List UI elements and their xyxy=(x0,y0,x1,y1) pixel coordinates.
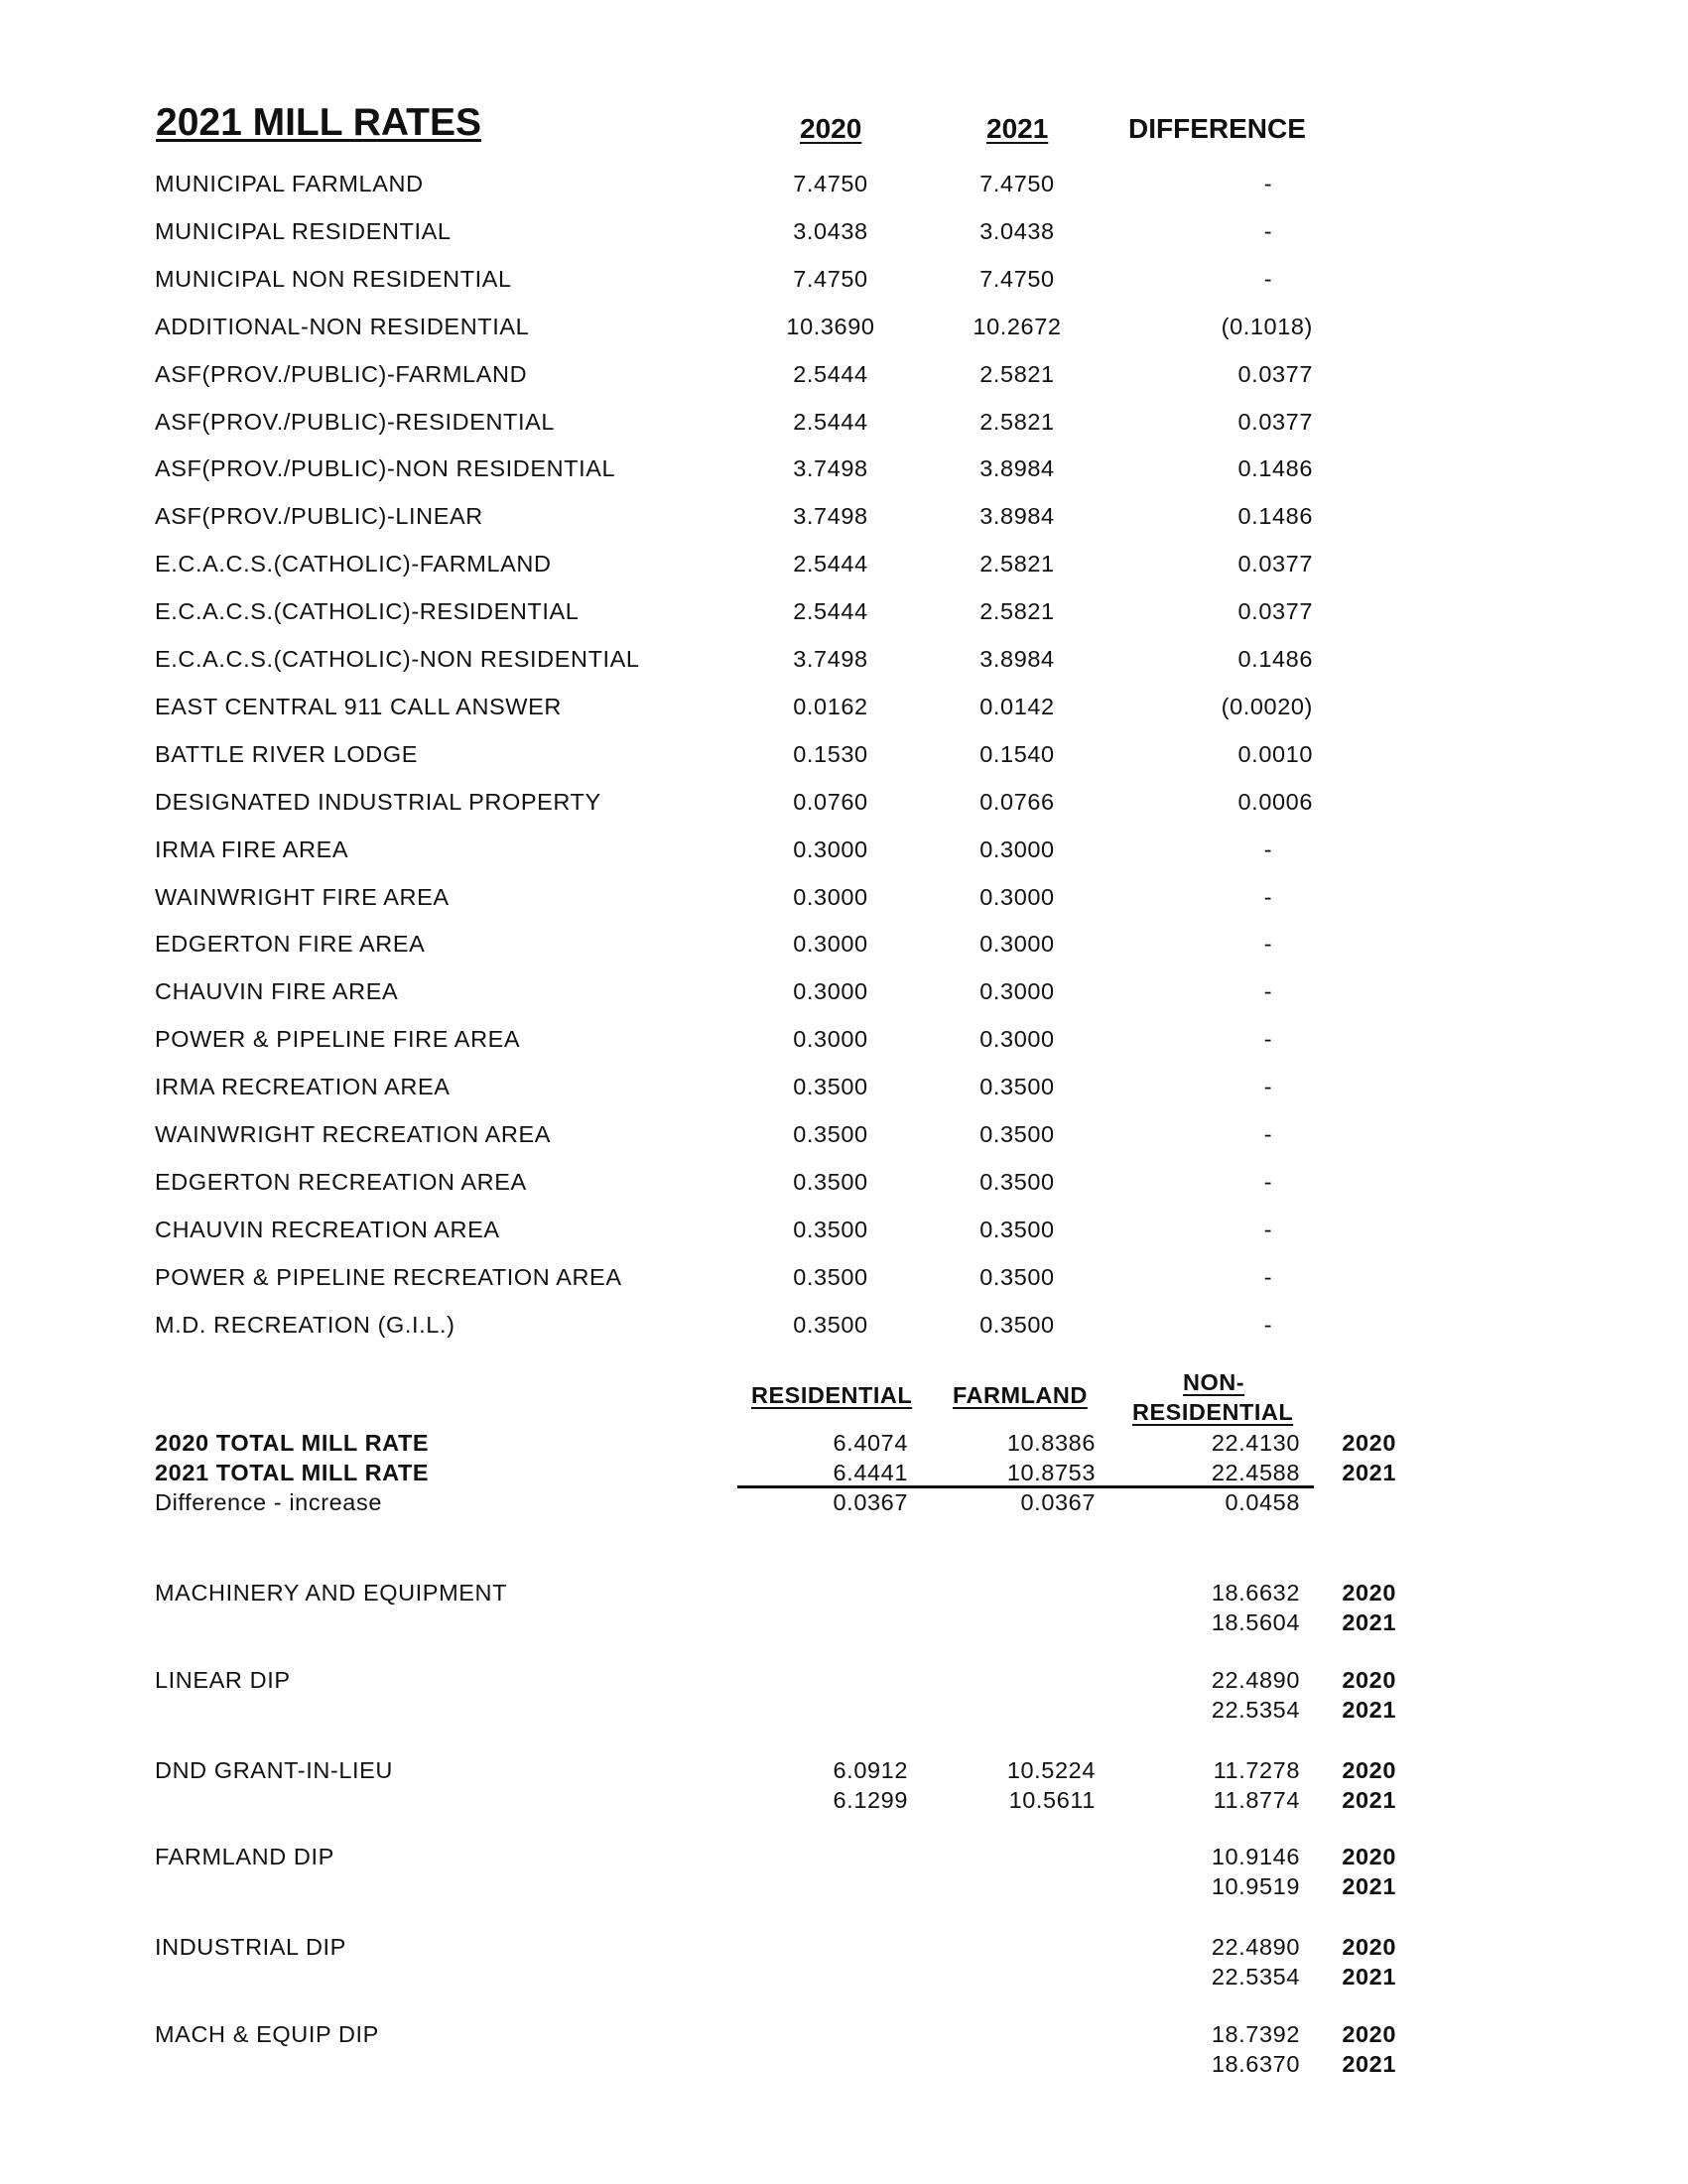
rate-2021: 2.5821 xyxy=(979,360,1055,387)
other-non-residential: 18.5604 xyxy=(1211,1609,1300,1635)
rate-difference: 0.1486 xyxy=(1237,503,1313,530)
rate-label: EDGERTON FIRE AREA xyxy=(155,931,426,958)
rate-label: MUNICIPAL NON RESIDENTIAL xyxy=(155,265,512,292)
rate-2021: 0.3000 xyxy=(979,883,1055,910)
rate-label: IRMA RECREATION AREA xyxy=(155,1074,451,1100)
other-label: MACH & EQUIP DIP xyxy=(155,2021,379,2047)
rate-2020: 0.3000 xyxy=(793,931,868,958)
rate-difference: - xyxy=(1263,265,1273,292)
rate-label: POWER & PIPELINE FIRE AREA xyxy=(155,1026,521,1053)
other-rate-row xyxy=(0,1757,1688,1787)
rate-2020: 0.3500 xyxy=(793,1121,868,1147)
rate-difference: - xyxy=(1263,931,1273,958)
rate-label: ASF(PROV./PUBLIC)-FARMLAND xyxy=(155,360,528,387)
total-farmland: 10.8386 xyxy=(1006,1430,1096,1456)
other-non-residential: 10.9146 xyxy=(1211,1844,1300,1869)
other-year: 2020 xyxy=(1342,1667,1396,1693)
other-non-residential: 10.9519 xyxy=(1211,1873,1300,1899)
rate-difference: - xyxy=(1263,1026,1273,1053)
rate-2020: 2.5444 xyxy=(793,408,868,435)
rate-label: ASF(PROV./PUBLIC)-LINEAR xyxy=(155,503,483,530)
header-non-residential-2: RESIDENTIAL xyxy=(1132,1399,1294,1425)
header-residential: RESIDENTIAL xyxy=(751,1382,913,1408)
rate-label: EAST CENTRAL 911 CALL ANSWER xyxy=(155,693,562,719)
total-row xyxy=(0,1430,1688,1460)
rate-2021: 0.3000 xyxy=(979,931,1055,958)
rate-label: MUNICIPAL FARMLAND xyxy=(155,171,424,196)
mill-rate-row xyxy=(0,1169,1688,1199)
header-difference: DIFFERENCE xyxy=(1128,113,1306,144)
header-farmland: FARMLAND xyxy=(953,1382,1088,1408)
rate-2021: 3.0438 xyxy=(979,217,1055,244)
rate-2021: 10.2672 xyxy=(973,313,1062,339)
other-year: 2020 xyxy=(1342,2021,1396,2047)
other-label: INDUSTRIAL DIP xyxy=(155,1934,346,1960)
rate-2020: 0.1530 xyxy=(793,740,868,767)
mill-rate-row xyxy=(0,551,1688,580)
rate-label: ASF(PROV./PUBLIC)-NON RESIDENTIAL xyxy=(155,455,616,482)
rate-difference: 0.0377 xyxy=(1237,360,1313,387)
rate-label: IRMA FIRE AREA xyxy=(155,835,349,862)
mill-rate-row xyxy=(0,266,1688,296)
rate-2021: 0.3500 xyxy=(979,1216,1055,1242)
rate-2021: 2.5821 xyxy=(979,408,1055,435)
rate-difference: - xyxy=(1263,217,1273,244)
other-farmland: 10.5224 xyxy=(1006,1757,1096,1783)
rate-2021: 2.5821 xyxy=(979,598,1055,625)
total-farmland: 10.8753 xyxy=(1006,1460,1096,1485)
rate-2020: 7.4750 xyxy=(793,171,868,196)
rate-2021: 7.4750 xyxy=(979,171,1055,196)
other-year: 2020 xyxy=(1342,1934,1396,1960)
rate-difference: - xyxy=(1263,1074,1273,1100)
rate-2021: 3.8984 xyxy=(979,455,1055,482)
rate-2021: 3.8984 xyxy=(979,646,1055,672)
other-label: LINEAR DIP xyxy=(155,1667,291,1693)
rate-difference: 0.0377 xyxy=(1237,551,1313,578)
total-label: 2020 TOTAL MILL RATE xyxy=(155,1430,430,1456)
rate-difference: (0.1018) xyxy=(1221,313,1313,339)
rate-label: E.C.A.C.S.(CATHOLIC)-RESIDENTIAL xyxy=(155,598,580,625)
rate-2020: 7.4750 xyxy=(793,265,868,292)
other-rate-row xyxy=(0,1844,1688,1873)
other-non-residential: 22.5354 xyxy=(1211,1697,1300,1723)
rate-difference: 0.1486 xyxy=(1237,646,1313,672)
header-2021: 2021 xyxy=(986,113,1049,144)
rate-difference: (0.0020) xyxy=(1221,693,1313,719)
rate-2020: 10.3690 xyxy=(786,313,875,339)
rate-2020: 0.3500 xyxy=(793,1216,868,1242)
other-rate-row xyxy=(0,2051,1688,2081)
mill-rate-row xyxy=(0,789,1688,819)
rate-2021: 0.3000 xyxy=(979,835,1055,862)
rate-2021: 3.8984 xyxy=(979,503,1055,530)
page-title: 2021 MILL RATES xyxy=(156,101,481,144)
rate-2020: 0.3000 xyxy=(793,978,868,1005)
other-year: 2021 xyxy=(1342,1964,1396,1990)
rate-2021: 0.3000 xyxy=(979,978,1055,1005)
rate-2020: 0.3500 xyxy=(793,1168,868,1195)
sum-line-non-residential xyxy=(1107,1485,1314,1488)
sum-line-farmland xyxy=(919,1485,1107,1488)
rate-2021: 0.0142 xyxy=(979,693,1055,719)
other-year: 2021 xyxy=(1342,1787,1396,1813)
rate-2020: 0.3500 xyxy=(793,1263,868,1290)
other-non-residential: 11.8774 xyxy=(1213,1787,1300,1813)
rate-label: ADDITIONAL-NON RESIDENTIAL xyxy=(155,313,530,339)
other-year: 2020 xyxy=(1342,1844,1396,1869)
other-rate-row xyxy=(0,1873,1688,1903)
other-year: 2021 xyxy=(1342,1609,1396,1635)
total-residential: 6.4441 xyxy=(833,1460,908,1485)
rate-2020: 3.0438 xyxy=(793,217,868,244)
rate-label: WAINWRIGHT FIRE AREA xyxy=(155,883,450,910)
other-rate-row xyxy=(0,2021,1688,2051)
rate-2020: 0.3500 xyxy=(793,1074,868,1100)
mill-rate-row xyxy=(0,1217,1688,1246)
other-year: 2021 xyxy=(1342,2051,1396,2077)
total-label: 2021 TOTAL MILL RATE xyxy=(155,1460,430,1485)
total-farmland: 0.0367 xyxy=(1020,1489,1096,1515)
other-rate-row xyxy=(0,1580,1688,1609)
mill-rate-row xyxy=(0,978,1688,1008)
rate-label: ASF(PROV./PUBLIC)-RESIDENTIAL xyxy=(155,408,556,435)
rate-2020: 0.0162 xyxy=(793,693,868,719)
mill-rate-row xyxy=(0,884,1688,914)
mill-rate-row xyxy=(0,1312,1688,1342)
other-year: 2020 xyxy=(1342,1580,1396,1606)
rate-2020: 2.5444 xyxy=(793,551,868,578)
rate-difference: - xyxy=(1263,1121,1273,1147)
other-year: 2021 xyxy=(1342,1873,1396,1899)
mill-rate-row xyxy=(0,361,1688,391)
other-rate-row xyxy=(0,1787,1688,1817)
mill-rate-row xyxy=(0,741,1688,771)
rate-label: POWER & PIPELINE RECREATION AREA xyxy=(155,1263,622,1290)
other-farmland: 10.5611 xyxy=(1008,1787,1096,1813)
total-non-residential: 22.4588 xyxy=(1211,1460,1300,1485)
rate-2021: 2.5821 xyxy=(979,551,1055,578)
rate-difference: - xyxy=(1263,883,1273,910)
rate-difference: - xyxy=(1263,1168,1273,1195)
total-non-residential: 0.0458 xyxy=(1225,1489,1300,1515)
rate-difference: 0.1486 xyxy=(1237,455,1313,482)
rate-2021: 0.3500 xyxy=(979,1168,1055,1195)
rate-2020: 0.0760 xyxy=(793,788,868,815)
mill-rate-row xyxy=(0,314,1688,343)
rate-2021: 0.1540 xyxy=(979,740,1055,767)
mill-rate-row xyxy=(0,218,1688,248)
sum-line-residential xyxy=(737,1485,919,1488)
rate-difference: - xyxy=(1263,835,1273,862)
rate-2021: 0.3500 xyxy=(979,1121,1055,1147)
mill-rate-row xyxy=(0,694,1688,723)
other-rate-row xyxy=(0,1964,1688,1993)
other-non-residential: 11.7278 xyxy=(1213,1757,1300,1783)
other-year: 2020 xyxy=(1342,1757,1396,1783)
other-label: FARMLAND DIP xyxy=(155,1844,334,1869)
rate-2021: 0.3000 xyxy=(979,1026,1055,1053)
rate-label: CHAUVIN RECREATION AREA xyxy=(155,1216,500,1242)
rate-label: M.D. RECREATION (G.I.L.) xyxy=(155,1311,455,1338)
rate-label: MUNICIPAL RESIDENTIAL xyxy=(155,217,452,244)
header-2020: 2020 xyxy=(800,113,862,144)
header-non-residential-1: NON- xyxy=(1182,1369,1245,1395)
mill-rate-row xyxy=(0,1121,1688,1151)
total-row xyxy=(0,1489,1688,1519)
other-residential: 6.1299 xyxy=(833,1787,908,1813)
total-residential: 0.0367 xyxy=(833,1489,908,1515)
other-non-residential: 22.4890 xyxy=(1211,1667,1300,1693)
total-label: Difference - increase xyxy=(155,1489,382,1515)
rate-difference: 0.0006 xyxy=(1237,788,1313,815)
rate-2020: 0.3000 xyxy=(793,1026,868,1053)
other-rate-row xyxy=(0,1667,1688,1697)
other-label: MACHINERY AND EQUIPMENT xyxy=(155,1580,508,1606)
rate-2020: 3.7498 xyxy=(793,646,868,672)
rate-difference: 0.0010 xyxy=(1237,740,1313,767)
mill-rate-row xyxy=(0,1026,1688,1056)
other-non-residential: 22.5354 xyxy=(1211,1964,1300,1990)
other-non-residential: 22.4890 xyxy=(1211,1934,1300,1960)
other-residential: 6.0912 xyxy=(833,1757,908,1783)
mill-rate-row xyxy=(0,1264,1688,1294)
rate-difference: 0.0377 xyxy=(1237,408,1313,435)
mill-rate-row xyxy=(0,1074,1688,1103)
rate-label: CHAUVIN FIRE AREA xyxy=(155,978,399,1005)
rate-2020: 2.5444 xyxy=(793,360,868,387)
total-year: 2021 xyxy=(1342,1460,1396,1485)
rate-2021: 0.3500 xyxy=(979,1074,1055,1100)
rate-2021: 0.3500 xyxy=(979,1311,1055,1338)
mill-rate-row xyxy=(0,503,1688,533)
rate-difference: - xyxy=(1263,171,1273,196)
other-non-residential: 18.6632 xyxy=(1211,1580,1300,1606)
other-label: DND GRANT-IN-LIEU xyxy=(155,1757,393,1783)
rate-label: E.C.A.C.S.(CATHOLIC)-FARMLAND xyxy=(155,551,552,578)
mill-rate-row xyxy=(0,455,1688,485)
other-non-residential: 18.7392 xyxy=(1211,2021,1300,2047)
rate-label: BATTLE RIVER LODGE xyxy=(155,740,419,767)
rate-difference: - xyxy=(1263,1311,1273,1338)
total-residential: 6.4074 xyxy=(833,1430,908,1456)
rate-2020: 0.3500 xyxy=(793,1311,868,1338)
rate-2020: 0.3000 xyxy=(793,835,868,862)
mill-rate-row xyxy=(0,171,1688,200)
other-non-residential: 18.6370 xyxy=(1211,2051,1300,2077)
rate-2020: 3.7498 xyxy=(793,503,868,530)
rate-2020: 0.3000 xyxy=(793,883,868,910)
rate-2021: 0.0766 xyxy=(979,788,1055,815)
other-rate-row xyxy=(0,1697,1688,1727)
other-year: 2021 xyxy=(1342,1697,1396,1723)
other-rate-row xyxy=(0,1934,1688,1964)
rate-2020: 3.7498 xyxy=(793,455,868,482)
rate-difference: 0.0377 xyxy=(1237,598,1313,625)
mill-rate-row xyxy=(0,836,1688,866)
mill-rate-row xyxy=(0,931,1688,961)
total-non-residential: 22.4130 xyxy=(1211,1430,1300,1456)
rate-label: DESIGNATED INDUSTRIAL PROPERTY xyxy=(155,788,601,815)
rate-2021: 0.3500 xyxy=(979,1263,1055,1290)
rate-difference: - xyxy=(1263,1216,1273,1242)
rate-label: E.C.A.C.S.(CATHOLIC)-NON RESIDENTIAL xyxy=(155,646,640,672)
mill-rate-row xyxy=(0,598,1688,628)
rate-difference: - xyxy=(1263,1263,1273,1290)
other-rate-row xyxy=(0,1609,1688,1639)
rate-2021: 7.4750 xyxy=(979,265,1055,292)
total-year: 2020 xyxy=(1342,1430,1396,1456)
mill-rate-row xyxy=(0,646,1688,676)
rate-label: WAINWRIGHT RECREATION AREA xyxy=(155,1121,552,1147)
rate-difference: - xyxy=(1263,978,1273,1005)
mill-rate-row xyxy=(0,409,1688,439)
rate-label: EDGERTON RECREATION AREA xyxy=(155,1168,527,1195)
rate-2020: 2.5444 xyxy=(793,598,868,625)
